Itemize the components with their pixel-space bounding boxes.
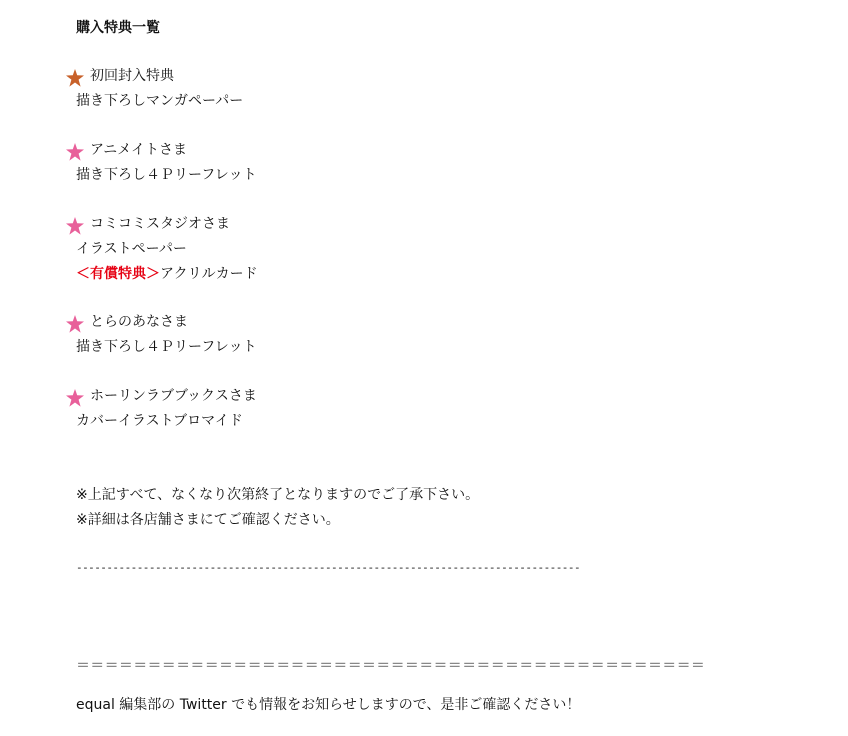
equals-divider: ＝＝＝＝＝＝＝＝＝＝＝＝＝＝＝＝＝＝＝＝＝＝＝＝＝＝＝＝＝＝＝＝＝＝＝＝＝＝＝＝＝＝＝＝ bbox=[76, 658, 706, 674]
section-item: イラストペーパー bbox=[76, 241, 187, 257]
note-line: ※上記すべて、なくなり次第終了となりますのでご了承下さい。 bbox=[76, 487, 480, 503]
section-name: 初回封入特典 bbox=[90, 68, 174, 84]
section-name: とらのあなさま bbox=[90, 314, 188, 330]
dash-divider: ----------------------------------------------------------------------------------- bbox=[76, 561, 581, 574]
section-item: 描き下ろし４Ｐリーフレット bbox=[76, 167, 257, 183]
section-name: コミコミスタジオさま bbox=[90, 216, 230, 232]
section-name: ホーリンラブブックスさま bbox=[90, 388, 257, 404]
star-icon bbox=[65, 314, 85, 334]
section-item: カバーイラストブロマイド bbox=[76, 413, 243, 429]
star-icon bbox=[65, 68, 85, 88]
page-title: 購入特典一覧 bbox=[76, 20, 160, 36]
star-icon bbox=[65, 216, 85, 236]
section-name: アニメイトさま bbox=[90, 142, 188, 158]
section-item: 描き下ろしマンガペーパー bbox=[76, 93, 244, 109]
paid-bonus-tag: ＜有償特典＞ bbox=[76, 266, 160, 282]
section-item: 描き下ろし４Ｐリーフレット bbox=[76, 339, 257, 355]
note-line: ※詳細は各店舗さまにてご確認ください。 bbox=[76, 512, 340, 528]
paid-bonus-line bbox=[76, 264, 258, 284]
paid-bonus-item: アクリルカード bbox=[160, 266, 258, 282]
star-icon bbox=[65, 142, 85, 162]
twitter-notice: equal 編集部の Twitter でも情報をお知らせしますので、是非ご確認ください！ bbox=[76, 697, 581, 713]
star-icon bbox=[65, 388, 85, 408]
